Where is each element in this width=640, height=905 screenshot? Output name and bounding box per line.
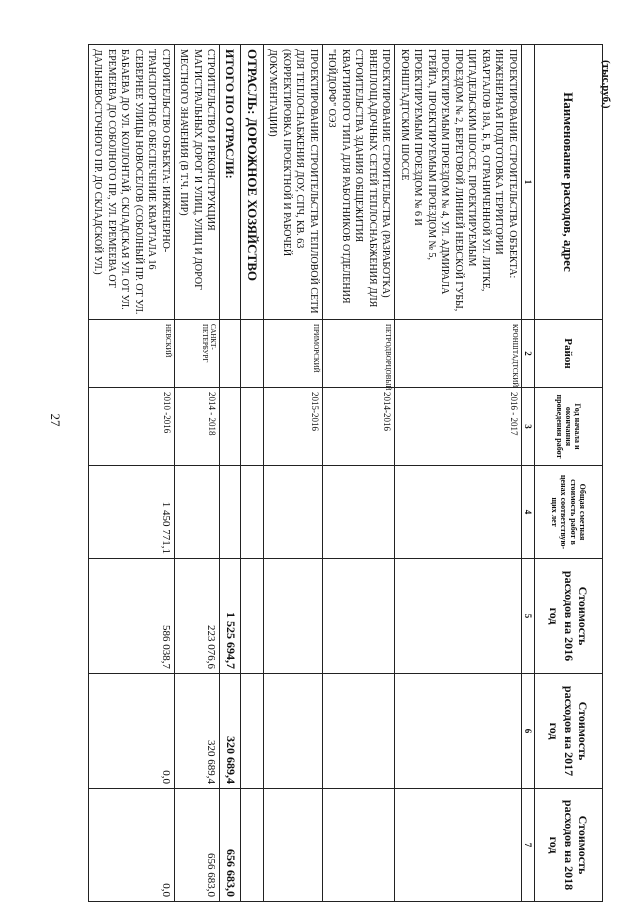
table-row	[323, 45, 396, 902]
row-cost-2018	[264, 789, 323, 902]
row-cost-2016	[395, 559, 522, 674]
row-cost-2017	[395, 674, 522, 789]
row-district: КРОНШТАДТСКИЙ	[395, 320, 522, 388]
row-district: НЕВСКИЙ	[88, 320, 174, 388]
row-cost-2016	[264, 559, 323, 674]
row-period: 2014 - 2018	[174, 388, 220, 466]
column-number: 3	[522, 388, 535, 466]
row-period: 2015-2016	[264, 388, 323, 466]
row-cost-2016	[323, 559, 396, 674]
row-district: ПЕТРОДВОРЦОВЫЙ	[323, 320, 396, 388]
column-number: 6	[522, 674, 535, 789]
total-cost-2018: 656 683,0	[220, 789, 241, 902]
branch-label: ОТРАСЛЬ: ДОРОЖНОЕ ХОЗЯЙСТВО	[241, 45, 264, 320]
units-label: (тыс.руб.)	[600, 60, 612, 109]
row-period: 2014-2016	[323, 388, 396, 466]
column-number: 2	[522, 320, 535, 388]
row-cost-2016: 223 076,6	[174, 559, 220, 674]
header-row	[535, 45, 603, 902]
row-district: САНКТ-ПЕТЕРБУРГ	[174, 320, 220, 388]
row-estimate	[395, 466, 522, 559]
column-number: 4	[522, 466, 535, 559]
page-number: 27	[48, 413, 63, 427]
header-cost-2018: Стоимость расходов на 2018 год	[535, 789, 603, 902]
row-name: СТРОИТЕЛЬСТВО И РЕКОНСТРУКЦИЯ МАГИСТРАЛЬНЫХ ДОРОГ И УЛИЦ, УЛИЦ И ДОРОГ МЕСТНОГО ЗНАЧЕНИЯ (В Т.Ч. ПИР)	[174, 45, 220, 320]
row-estimate	[264, 466, 323, 559]
row-cost-2018	[395, 789, 522, 902]
row-period: 2016 - 2017	[395, 388, 522, 466]
budget-table	[88, 44, 603, 902]
table-row	[395, 45, 522, 902]
row-cost-2017: 320 689,4	[174, 674, 220, 789]
column-number: 1	[522, 45, 535, 320]
table-row	[264, 45, 323, 902]
total-cost-2016: 1 525 694,7	[220, 559, 241, 674]
row-cost-2017: 0,0	[88, 674, 174, 789]
header-cost-2016: Стоимость расходов на 2016 год	[535, 559, 603, 674]
row-cost-2016: 586 038,7	[88, 559, 174, 674]
column-number: 7	[522, 789, 535, 902]
row-cost-2018: 0,0	[88, 789, 174, 902]
header-name: Наименование расходов, адрес	[535, 45, 603, 320]
row-name: СТРОИТЕЛЬСТВО ОБЪЕКТА: ИНЖЕНЕРНО-ТРАНСПОРТНОЕ ОБЕСПЕЧЕНИЕ КВАРТАЛА 16 СЕВЕРНЕЕ УЛИЦЫ НОВОСЕЛОВ (СОБОЛНЫЙ ПР. ОТ УЛ. БАБАЕВА ДО УЛ. КОЛЛОНТАЙ, СКЛАДСКАЯ УЛ. ОТ УЛ. ЕРЕМЕЕВА ДО СОБОЛНОГО ПР., УЛ. ЕРЕМЕЕВА ОТ ДАЛЬНЕВОСТОЧНОГО ПР. ДО СКЛАДСКОЙ УЛ.)	[88, 45, 174, 320]
header-district: Район	[535, 320, 603, 388]
row-cost-2018	[323, 789, 396, 902]
rotated-table-wrapper	[92, 44, 603, 901]
total-cost-2017: 320 689,4	[220, 674, 241, 789]
table-row	[174, 45, 220, 902]
row-name: ПРОЕКТИРОВАНИЕ СТРОИТЕЛЬСТВА ОБЪЕКТА: ИНЖЕНЕРНАЯ ПОДГОТОВКА ТЕРРИТОРИИ КВАРТАЛОВ 18А, Б, В, ОГРАНИЧЕННОЙ УЛ. ЛИТКЕ, ЦИТАДЕЛЬСКИМ ШОССЕ, ПРОЕКТИРУЕМЫМ ПРОЕЗДОМ № 2, БЕРЕГОВОЙ ЛИНИЕЙ НЕВСКОЙ ГУБЫ, ПРОЕКТИРУЕМЫМ ПРОЕЗДОМ № 4, УЛ. АДМИРАЛА ГРЕЙГА, ПРОЕКТИРУЕМЫМ ПРОЕЗДОМ № 5, ПРОЕКТИРУЕМЫМ ПРОЕЗДОМ № 6 И КРОНШТАДТСКИМ ШОССЕ	[395, 45, 522, 320]
row-cost-2017	[264, 674, 323, 789]
row-estimate	[323, 466, 396, 559]
row-cost-2018: 656 683,0	[174, 789, 220, 902]
column-number: 5	[522, 559, 535, 674]
header-period: Год начала и окончания проведения работ	[535, 388, 603, 466]
total-row	[220, 45, 241, 902]
header-cost-2017: Стоимость расходов на 2017 год	[535, 674, 603, 789]
row-name: ПРОЕКТИРОВАНИЕ СТРОИТЕЛЬСТВА (РАЗРАБОТКА) ВНЕПЛОЩАДОЧНЫХ СЕТЕЙ ТЕПЛОСНАБЖЕНИЯ ДЛЯ СТРОИТЕЛЬСТВА ЗДАНИЯ ОБЩЕЖИТИЯ КВАРТИРНОГО ТИПА ДЛЯ РАБОТНИКОВ ОТДЕЛЕНИЯ "НОЙДОРФ" ОЭЗ	[323, 45, 396, 320]
table-row	[88, 45, 174, 902]
branch-row	[241, 45, 264, 902]
column-number-row	[522, 45, 535, 902]
row-name: ПРОЕКТИРОВАНИЕ СТРОИТЕЛЬСТВА ТЕПЛОВОЙ СЕТИ ДЛЯ ТЕПЛОСНАБЖЕНИЯ ДОУ, СПЧ, КВ. 63 (КОРРЕКТИРОВКА ПРОЕКТНОЙ И РАБОЧЕЙ ДОКУМЕНТАЦИИ)	[264, 45, 323, 320]
total-label: ИТОГО ПО ОТРАСЛИ:	[220, 45, 241, 320]
row-estimate: 1 450 771,1	[88, 466, 174, 559]
row-cost-2017	[323, 674, 396, 789]
row-estimate	[174, 466, 220, 559]
row-district: ПРИМОРСКИЙ	[264, 320, 323, 388]
header-estimate: Общая сметная стоимость работ в ценах соответствую-щих лет	[535, 466, 603, 559]
row-period: 2010 -2016	[88, 388, 174, 466]
